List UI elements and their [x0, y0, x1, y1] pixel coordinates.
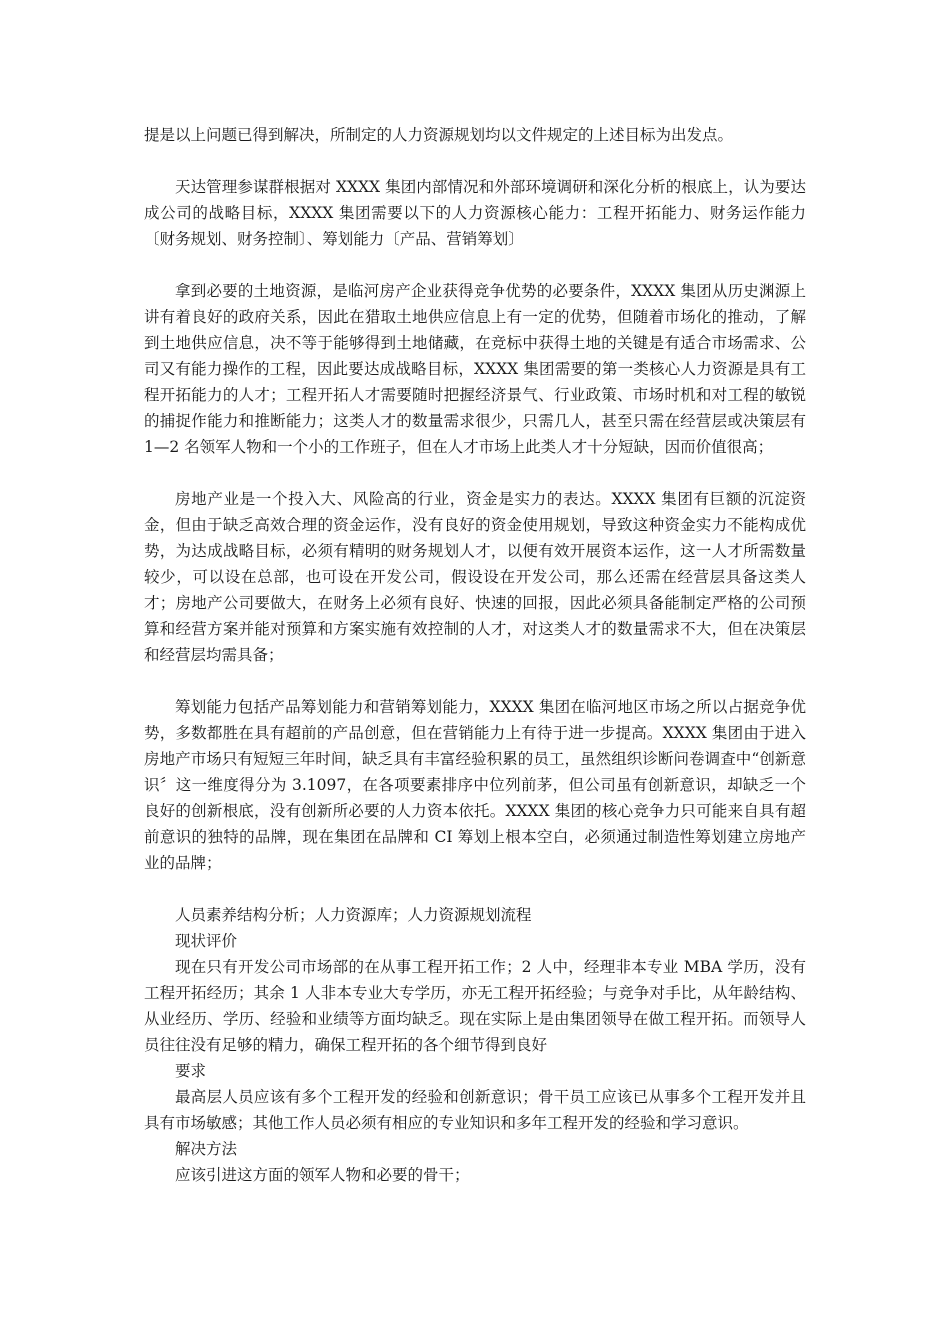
- heading-status-evaluation: 现状评价: [175, 932, 238, 950]
- paragraph-solution: 应该引进这方面的领军人物和必要的骨干；: [175, 1166, 470, 1184]
- paragraph-continuation: 提是以上问题已得到解决，所制定的人力资源规划均以文件规定的上述目标为出发点。: [144, 126, 734, 144]
- paragraph-structure-analysis: 人员素养结构分析；人力资源库；人力资源规划流程: [175, 906, 532, 924]
- paragraph-project-development: 拿到必要的土地资源，是临河房产企业获得竞争优势的必要条件，XXXX 集团从历史渊源上讲有着良好的政府关系，因此在猎取土地供应信息上有一定的优势，但随着市场化的推动，了解到土地供应信息，决不等于能够得到土地储藏，在竞标中获得土地的关键是有适合市场需求、公司又有能力操作的工程，因此要达成战略目标，XXXX 集团需要的第一类核心人力资源是具有工程开拓能力的人才；工程开拓人才需要随时把握经济景气、行业政策、市场时机和对工程的敏锐的捕捉作能力和推断能力；这类人才的数量需求很少，只需几人，甚至只需在经营层或决策层有 1—2 名领军人物和一个小的工作班子，但在人才市场上此类人才十分短缺，因而价值很高；: [144, 282, 806, 456]
- paragraph-core-capabilities: 天达管理参谋群根据对 XXXX 集团内部情况和外部环境调研和深化分析的根底上，认为要达成公司的战略目标，XXXX 集团需要以下的人力资源核心能力：工程开拓能力、财务运作能力〔财务规划、财务控制〕、筹划能力〔产品、营销筹划〕: [144, 178, 806, 248]
- paragraph-planning: 筹划能力包括产品筹划能力和营销筹划能力，XXXX 集团在临河地区市场之所以占据竞争优势，多数都胜在具有超前的产品创意，但在营销能力上有待于进一步提高。XXXX 集团由于进入房地产市场只有短短三年时间，缺乏具有丰富经验积累的员工，虽然组织诊断问卷调查中“创新意识〞这一维度得分为 3.1097，在各项要素排序中位列前茅，但公司虽有创新意识，却缺乏一个良好的创新根底，没有创新所必要的人力资本依托。XXXX 集团的核心竞争力只可能来自具有超前意识的独特的品牌，现在集团在品牌和 CI 筹划上根本空白，必须通过制造性筹划建立房地产业的品牌；: [144, 698, 806, 872]
- heading-solution: 解决方法: [175, 1140, 238, 1158]
- paragraph-status-evaluation: 现在只有开发公司市场部的在从事工程开拓工作；2 人中，经理非本专业 MBA 学历，没有工程开拓经历；其余 1 人非本专业大专学历，亦无工程开拓经验；与竞争对手比，从年龄结构、从业经历、学历、经验和业绩等方面均缺乏。现在实际上是由集团领导在做工程开拓。而领导人员往往没有足够的精力，确保工程开拓的各个细节得到良好: [144, 958, 806, 1054]
- document-body: [144, 122, 806, 1188]
- heading-requirements: 要求: [175, 1062, 207, 1080]
- paragraph-requirements: 最高层人员应该有多个工程开发的经验和创新意识；骨干员工应该已从事多个工程开发并且具有市场敏感；其他工作人员必须有相应的专业知识和多年工程开发的经验和学习意识。: [144, 1088, 806, 1132]
- paragraph-finance: 房地产业是一个投入大、风险高的行业，资金是实力的表达。XXXX 集团有巨额的沉淀资金，但由于缺乏高效合理的资金运作，没有良好的资金使用规划，导致这种资金实力不能构成优势，为达成战略目标，必须有精明的财务规划人才，以便有效开展资本运作，这一人才所需数量较少，可以设在总部，也可设在开发公司，假设设在开发公司，那么还需在经营层具备这类人才；房地产公司要做大，在财务上必须有良好、快速的回报，因此必须具备能制定严格的公司预算和经营方案并能对预算和方案实施有效控制的人才，对这类人才的数量需求不大，但在决策层和经营层均需具备；: [144, 490, 806, 664]
